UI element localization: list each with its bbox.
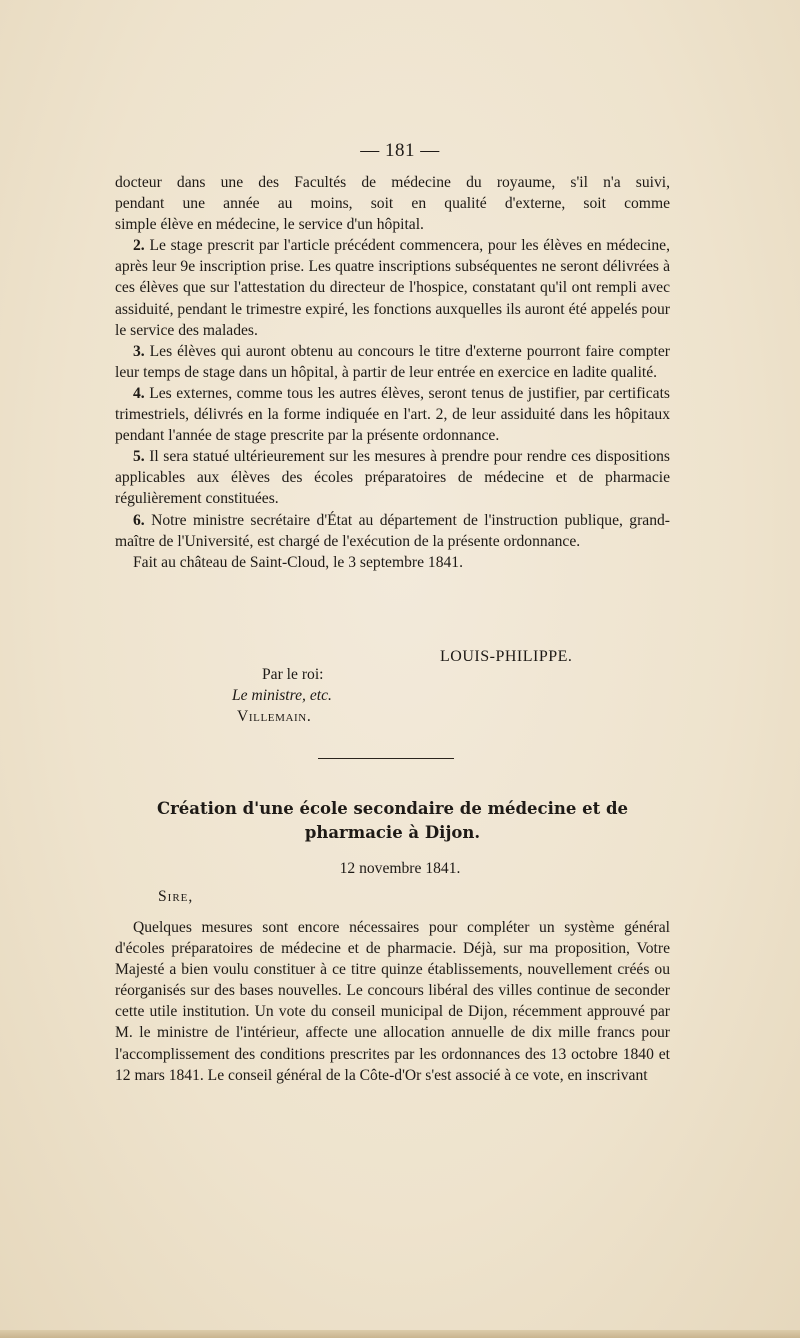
par-le-roi: Par le roi: [262,666,324,683]
report-text [115,917,670,1086]
continued-line-2: pendant une année au moins, soit en qualité d'externe, soit comme [115,195,670,213]
page-number: — 181 — [360,140,440,161]
article-text: Le stage prescrit par l'article précédent commencera, pour les élèves en médecine, après leur 9e inscription prise. Les quatre inscriptions subséquentes ne seront délivrées à ces élèves que sur l'attestation du directeur de l'hospice, constatant qu'il ont rempli avec assiduité, pendant le trimestre expiré, les fonctions auxquelles ils auront été appelés pour le service des malades. [115,237,670,339]
article-number: 4. [133,384,145,402]
article-text: Notre ministre secrétaire d'État au département de l'instruction publique, grand-maître de l'Université, est chargé de l'exécution de la présente ordonnance. [115,511,670,550]
article-6 [115,510,670,552]
section-title [115,797,670,845]
article-4 [115,383,670,446]
article-text: Les élèves qui auront obtenu au concours le titre d'externe pourront faire compter leur temps de stage dans un hôpital, à partir de leur entrée en exercice en ladite qualité. [115,342,670,381]
continued-line-3: simple élève en médecine, le service d'un hôpital. [115,216,424,234]
section-title-line-2: pharmacie à Dijon. [304,823,481,842]
article-number: 5. [133,448,145,466]
article-5 [115,446,670,509]
closing-line: Fait au château de Saint-Cloud, le 3 septembre 1841. [133,553,463,571]
minister-signature: Villemain. [237,708,312,725]
article-2 [115,235,670,340]
section-divider [318,758,454,759]
article-text: Il sera statué ultérieurement sur les mesures à prendre pour rendre ces dispositions applicables aux élèves des écoles préparatoires de médecine et de pharmacie régulièrement constituées. [115,448,671,508]
decree-text [115,172,670,573]
article-number: 2. [133,237,145,255]
page-edge [0,1330,800,1338]
section-title-line-1: Création d'une école secondaire de médecine et de [156,799,629,818]
article-3 [115,341,670,383]
minister-line: Le ministre, etc. [232,687,332,704]
section-date: 12 novembre 1841. [339,860,461,877]
article-text: Les externes, comme tous les autres élèves, seront tenus de justifier, par certificats trimestriels, délivrés en la forme indiquée en l'art. 2, de leur assiduité dans les hôpitaux pendant l'année de stage prescrite par la présente ordonnance. [115,384,671,445]
report-paragraph: Quelques mesures sont encore nécessaires pour compléter un système général d'écoles préparatoires de médecine et de pharmacie. Déjà, sur ma proposition, Votre Majesté a bien voulu constituer à ce titre quinze établissements, nouvellement créés ou réorganisés sur des bases nouvelles. Le concours libéral des villes continue de seconder cette utile institution. Un vote du conseil municipal de Dijon, récemment approuvé par M. le ministre de l'intérieur, affecte une allocation annuelle de dix mille francs pour l'accomplissement des conditions prescrites par les ordonnances des 13 octobre 1840 et 12 mars 1841. Le conseil général de la Côte-d'Or s'est associé à ce vote, en inscrivant [115,919,670,1084]
salutation: Sire, [158,888,194,905]
royal-signature: LOUIS-PHILIPPE. [440,648,573,665]
continued-line-1: docteur dans une des Facultés de médecine du royaume, s'il n'a suivi, [115,174,670,191]
article-number: 6. [133,511,145,529]
article-number: 3. [133,342,145,360]
